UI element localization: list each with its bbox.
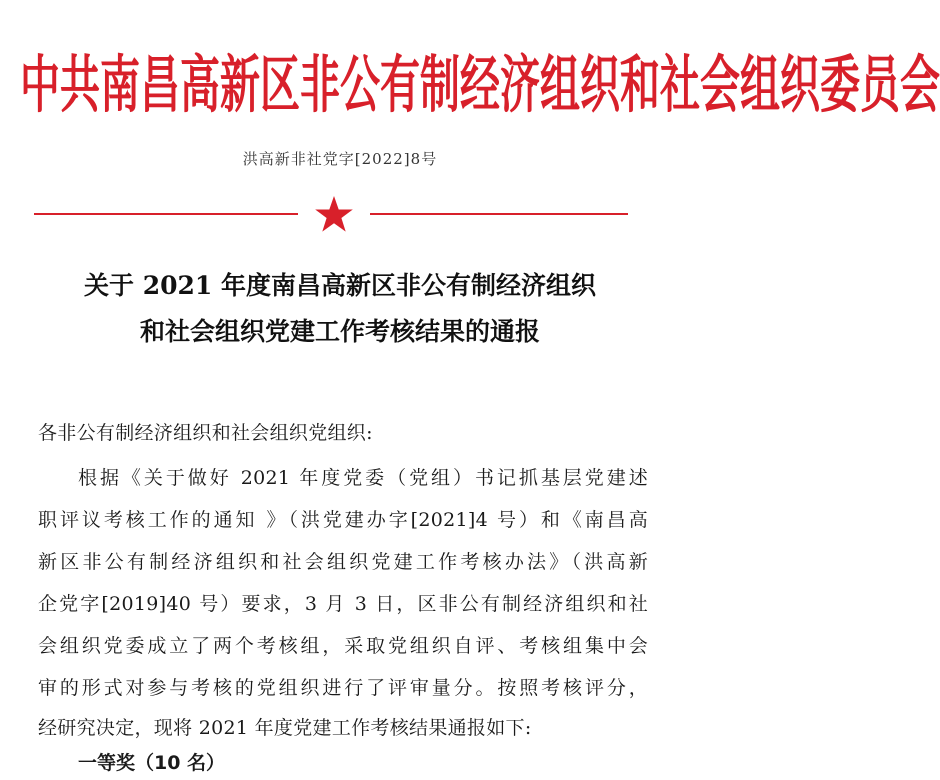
red-rule-left bbox=[34, 213, 298, 215]
document-number: 洪高新非社党字[2022]8号 bbox=[242, 150, 438, 168]
red-rule-right bbox=[370, 213, 628, 215]
paragraph-line: 审的形式对参与考核的党组织进行了评审量分。按照考核评分， bbox=[38, 677, 648, 699]
paragraph-line: 经研究决定，现将 2021 年度党建工作考核结果通报如下: bbox=[38, 717, 532, 739]
award-heading-first-prize: 一等奖（10 名） bbox=[78, 752, 226, 774]
red-star-icon bbox=[314, 194, 354, 234]
salutation: 各非公有制经济组织和社会组织党组织: bbox=[38, 422, 373, 444]
document-title-line-1: 关于 2021 年度南昌高新区非公有制经济组织 bbox=[84, 271, 596, 300]
paragraph-line: 会组织党委成立了两个考核组，采取党组织自评、考核组集中会 bbox=[38, 635, 648, 657]
document-title-line-2: 和社会组织党建工作考核结果的通报 bbox=[139, 317, 540, 346]
paragraph-line: 职评议考核工作的通知 》（洪党建办字[2021]4 号）和《南昌高 bbox=[38, 509, 648, 531]
paragraph-line: 企党字[2019]40 号）要求，3 月 3 日，区非公有制经济组织和社 bbox=[38, 593, 648, 615]
paragraph-line: 根据《关于做好 2021 年度党委（党组）书记抓基层党建述 bbox=[78, 467, 648, 489]
masthead-title: 中共南昌高新区非公有制经济组织和社会组织委员会 bbox=[20, 49, 940, 122]
paragraph-line: 新区非公有制经济组织和社会组织党建工作考核办法》（洪高新 bbox=[38, 551, 648, 573]
